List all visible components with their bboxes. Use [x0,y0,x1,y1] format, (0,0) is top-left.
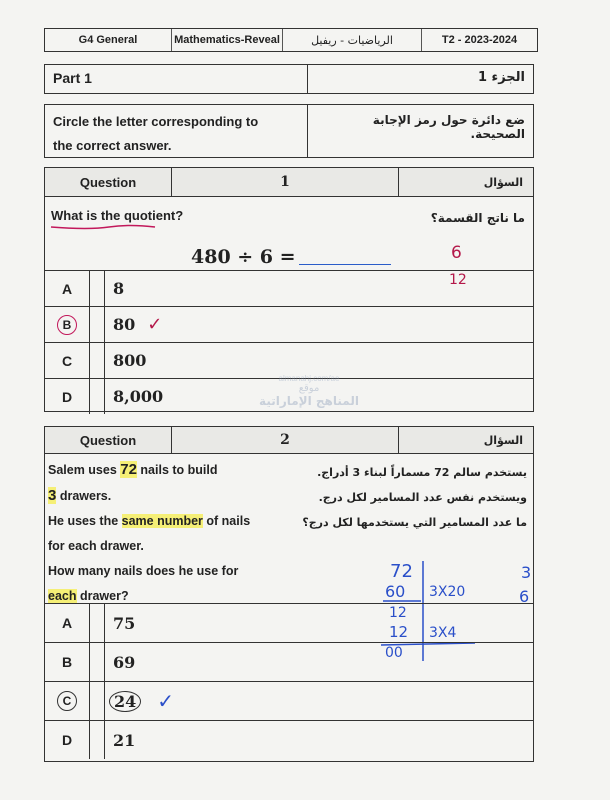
q2-label: Question [45,427,172,453]
q1-header [45,168,533,197]
instruction-en [45,105,308,157]
q2-work-r4: 12 [389,623,409,641]
q2-option-row[interactable] [45,603,533,642]
q2-work-r1: 72 [390,561,413,582]
q1-option-gap [90,343,105,378]
q1-option-row[interactable] [45,270,533,306]
q2-header [45,427,533,454]
q1-option-letter[interactable]: D [45,379,90,414]
q1-option-letter[interactable] [45,307,90,342]
q1-check-mark: ✓ [147,314,163,335]
q2-line4: for each drawer. [48,539,144,553]
q2-option-row[interactable] [45,720,533,759]
header-term: T2 - 2023-2024 [441,34,518,46]
q2-ar3: ما عدد المسامير التي يستخدمها لكل درج؟ [302,516,527,529]
q2-option-letter[interactable]: B [45,643,90,681]
q2-option-letter[interactable]: D [45,721,90,759]
q2-hl-same: same number [121,514,203,528]
instruction-ar: ضع دائرة حول رمز الإجابة الصحيحة. [372,113,525,141]
q1-prompt-ar: ما ناتج القسمة؟ [430,211,525,225]
q2-work-side1: 3 [521,563,532,582]
header-subject: Mathematics-Reveal [172,29,283,51]
q2-option-value: 75 [113,613,136,633]
q2-option-c-circled: C [57,691,77,711]
watermark [244,374,374,420]
q2-option-gap [90,721,105,759]
q2-option-gap [90,643,105,681]
q2-hl-72: 72 [120,461,137,478]
q1-option-row[interactable] [45,306,533,342]
q1-option-value: 800 [113,351,147,370]
q2-work-r4b: 3X4 [429,625,457,641]
q1-prompt-underline [49,223,159,231]
q1-option-letter[interactable]: C [45,343,90,378]
q2-label-ar: السؤال [483,433,523,447]
q1-option-value: 8,000 [113,387,164,406]
watermark-line2: موقع [298,383,320,394]
q2-option-gap [90,604,105,642]
header-strip [44,28,538,52]
q1-option-value: 8 [113,279,125,298]
q2-option-letter[interactable] [45,682,90,720]
q2-ar1: يستخدم سالم 72 مسماراً لبناء 3 أدراج. [317,466,527,479]
q2-option-letter[interactable]: A [45,604,90,642]
q2-work-r3: 12 [389,605,407,621]
q2-option-value: 21 [113,730,136,750]
q2-option-value [105,682,141,720]
q1-option-gap [90,379,105,414]
q1-option-b-circled: B [57,315,77,335]
header-subject-ar: الرياضيات - ريفيل [283,29,422,51]
q2-text-ar [297,460,527,535]
instruction-line1: Circle the letter corresponding to [53,114,259,129]
q1-expression: 480 ÷ 6 = [191,246,296,268]
q1-option-letter[interactable]: A [45,271,90,306]
q2-line5: How many nails does he use for [48,564,239,578]
q1-label: Question [45,168,172,196]
q2-ar2: ويستخدم نفس عدد المسامير لكل درج. [318,491,527,504]
q1-option-gap [90,271,105,306]
q2-option-value: 69 [113,652,136,672]
instruction-line2: the correct answer. [53,138,172,153]
q2-work-r5: 00 [385,645,403,661]
q1-prompt: What is the quotient? [51,208,184,223]
q2-work-side2: 6 [519,587,530,606]
q2-work-r2b: 3X20 [429,584,466,600]
q1-option-gap [90,307,105,342]
q2-hl-3: 3 [48,487,57,504]
q2-number: 2 [172,427,399,453]
watermark-line3: المناهج الإماراتية [259,394,359,408]
part-label: Part 1 [45,65,308,93]
q1-label-ar: السؤال [483,175,523,189]
q2-hl-each: each [48,589,77,603]
q2-text-en [48,457,298,609]
q2-option-c-value-circled: 24 [109,691,141,712]
q1-number: 1 [172,168,399,196]
q1-hand-6: 6 [451,243,462,263]
header-grade: G4 General [45,29,172,51]
q2-block [44,426,534,762]
q2-option-row[interactable] [45,681,533,720]
q1-option-value: 80 [113,315,136,334]
q2-line1: Salem uses 72 nails to build [48,461,218,478]
instruction-box [44,104,534,158]
q2-check-mark: ✓ [157,689,175,713]
q1-hand-12: 12 [449,272,467,288]
part-row [44,64,534,94]
q2-options [45,603,533,759]
watermark-line1: almanahj.com/ae [278,374,340,383]
q2-option-gap [90,682,105,720]
q2-line2: 3 drawers. [48,487,112,504]
q2-line6: each drawer? [48,589,129,603]
q1-option-row[interactable] [45,342,533,378]
q2-work-r2: 60 [385,582,406,601]
q2-option-row[interactable] [45,642,533,681]
q2-line3: He uses the same number of nails [48,514,251,528]
part-label-ar: الجزء 1 [477,70,525,85]
q1-answer-blank [299,264,391,265]
